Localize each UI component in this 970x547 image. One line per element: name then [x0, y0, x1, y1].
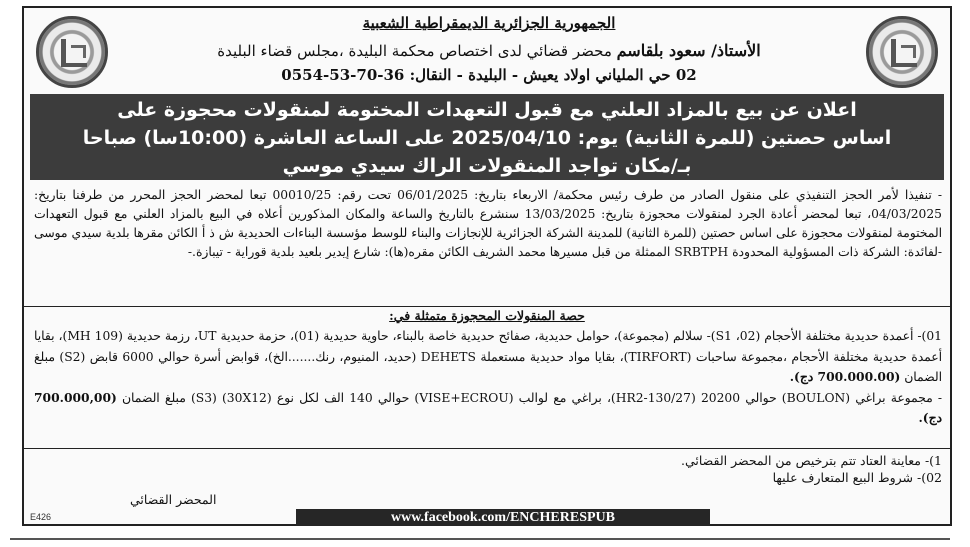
- bailiff-name: الأستاذ/ سعود بلقاسم: [616, 41, 761, 60]
- banner-line-3: بـ/مكان تواجد المنقولات الراك سيدي موسي: [282, 155, 692, 177]
- banner-line-1: اعلان عن بيع بالمزاد العلني مع قبول التعهدات المختومة لمنقولات محجوزة على: [117, 99, 857, 121]
- item-lot-1: 01)- أعمدة حديدية مختلفة الأحجام (02، S1)- سلالم (مجموعة)، حوامل حديدية، صفائح حديدية خاصة بالبناء، حاوية حديدية (01)، حزمة حديدية UT، رزمة حديدية (109 MH)، بقايا أعمدة حديدية مختلفة الأحجام ،مجموعة ساحبات (TIRFORT)، بقايا مواد حديدية مستعملة DEHETS (حديد، المنيوم، رنك.......الخ)، قوابض أسرة حوالي 6000 قابض (S2) مبلغ الضمان: [34, 329, 943, 384]
- court-seal-right: [866, 16, 938, 88]
- notes: [34, 452, 942, 486]
- republic-title: الجمهورية الجزائرية الديمقراطية الشعبية: [362, 14, 616, 32]
- divider: [24, 448, 950, 449]
- legal-notice-frame: [22, 6, 952, 526]
- item-lot-2: - مجموعة براغي (BOULON) حوالي 20200 (HR2-130/27)، براغي مع لوالب (VISE+ECROU) حوالي 140 الف لكل نوع (30X12) (S3) مبلغ الضمان: [122, 390, 942, 405]
- bailiff-line: [134, 41, 844, 60]
- items-heading: حصة المنقولات المحجوزة متمثلة في:: [389, 308, 585, 323]
- page-bottom-rule: [10, 538, 950, 540]
- bailiff-address: 02 حي الملياني اولاد يعيش - البليدة - النقال: 36-70-53-0554: [281, 66, 697, 84]
- bailiff-role: محضر قضائي لدى اختصاص محكمة البليدة ،مجلس قضاء البليدة: [217, 42, 612, 60]
- footer-link[interactable]: www.facebook.com/ENCHERESPUB: [296, 509, 710, 526]
- note-1: 1)- معاينة العتاد تتم بترخيص من المحضر القضائي.: [681, 453, 942, 468]
- lot-2-guarantee: (700.000,00 دج).: [34, 389, 942, 425]
- items-list: [34, 326, 942, 429]
- reference-code: E426: [30, 512, 52, 522]
- note-2: 02)- شروط البيع المتعارف عليها: [772, 470, 942, 485]
- signature: المحضر القضائي: [130, 492, 217, 507]
- auction-banner: [30, 94, 944, 180]
- banner-line-2: اساس حصتين (للمرة الثانية) يوم: 2025/04/10 على الساعة العاشرة (10:00سا) صباحا: [82, 127, 892, 149]
- court-seal-left: [36, 16, 108, 88]
- items-heading-row: [24, 306, 950, 323]
- lot-1-guarantee: (700.000.00 دج).: [789, 369, 901, 384]
- notice-body: - تنفيذا لأمر الحجز التنفيذي على منقول الصادر من طرف رئيس محكمة/ الاربعاء بتاريخ: 06/01/2025 تحت رقم: 00010/25 تبعا لمحضر الحجز المحرر من طرفنا بتاريخ: 04/03/2025، تبعا لمحضر أعادة الجرد لمنقولات محجوزة بتاريخ: 13/03/2025 سنشرع بالتاريخ والساعة والمكان المذكورين أعلاه في البيع بالمزاد العلني مع قبول التعهدات المختومة لمنقولات محجوزة على اساس حصتين (للمرة الثانية) للمدينة الشركة الجزائرية للإنجازات والبناء للوسط مؤسسة البناءات الحديدية ش ذ أ الكائن مقرها بلدية سيدي موسى -لفائدة: الشركة ذات المسؤولية المحدودة SRBTPH الممثلة من قبل مسيرها محمد الشريف الكائن مقره(ها): شارع إيدير بلعيد بلدية قوراية - تيبازة.-: [34, 188, 942, 259]
